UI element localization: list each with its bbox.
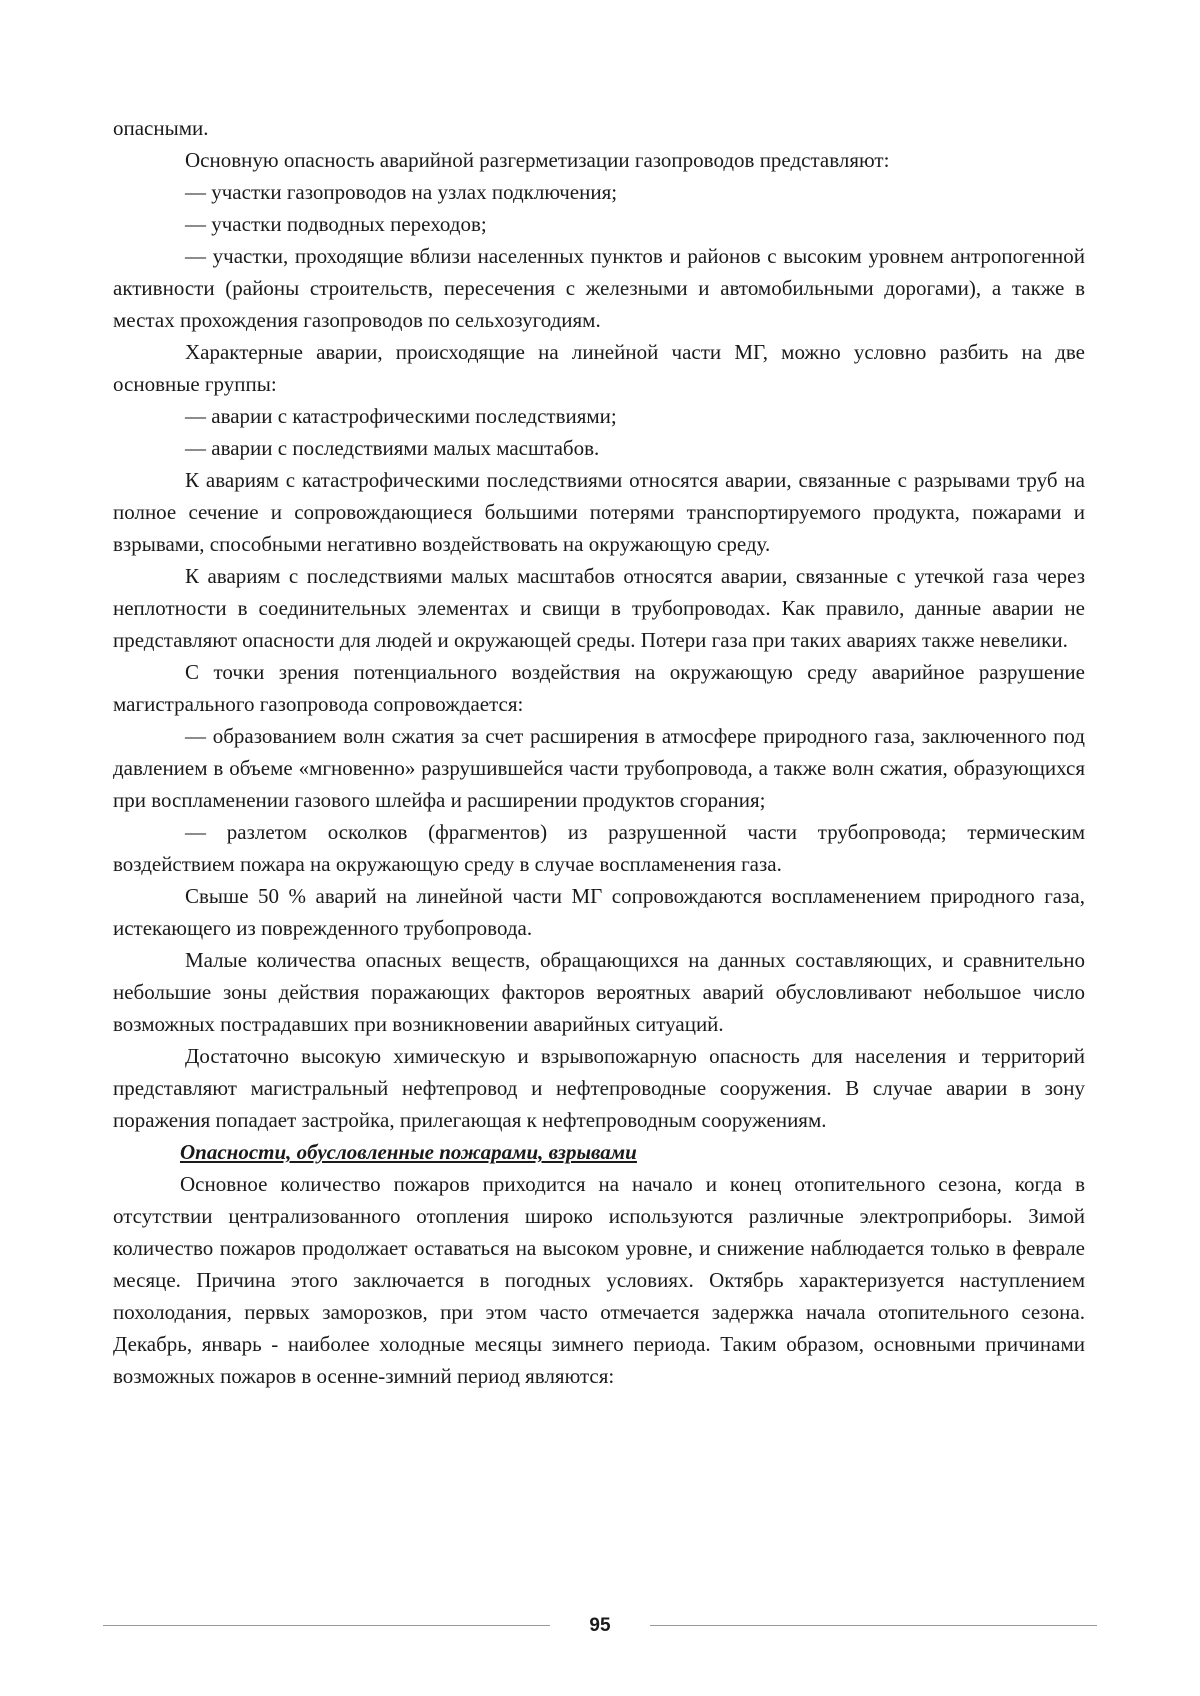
- paragraph: К авариям с последствиями малых масштабов относятся аварии, связанные с утечкой газа через неплотности в соединительных элементах и свищи в трубопроводах. Как правило, данные аварии не представляют опасности для людей и окружающей среды. Потери газа при таких авариях также невелики.: [113, 564, 1085, 652]
- footer-divider-right: [650, 1625, 1097, 1626]
- list-item: — разлетом осколков (фрагментов) из разрушенной части трубопровода; термическим воздействием пожара на окружающую среду в случае воспламенения газа.: [113, 820, 1085, 876]
- list-item: — образованием волн сжатия за счет расширения в атмосфере природного газа, заключенного под давлением в объеме «мгновенно» разрушившейся части трубопровода, а также волн сжатия, образующихся при воспламенении газового шлейфа и расширении продуктов сгорания;: [113, 724, 1085, 812]
- paragraph: Характерные аварии, происходящие на линейной части МГ, можно условно разбить на две основные группы:: [113, 340, 1085, 396]
- paragraph: К авариям с катастрофическими последствиями относятся аварии, связанные с разрывами труб на полное сечение и сопровождающиеся большими потерями транспортируемого продукта, пожарами и взрывами, способными негативно воздействовать на окружающую среду.: [113, 468, 1085, 556]
- list-item: — участки, проходящие вблизи населенных пунктов и районов с высоким уровнем антропогенной активности (районы строительств, пересечения с железными и автомобильными дорогами), а также в местах прохождения газопроводов по сельхозугодиям.: [113, 244, 1085, 332]
- list-item: — участки подводных переходов;: [185, 212, 487, 236]
- page-body-text: [113, 112, 1085, 1392]
- list-item: — аварии с последствиями малых масштабов.: [185, 436, 600, 460]
- paragraph: Свыше 50 % аварий на линейной части МГ сопровождаются воспламенением природного газа, истекающего из поврежденного трубопровода.: [113, 884, 1085, 940]
- paragraph: опасными.: [113, 116, 209, 140]
- paragraph: Малые количества опасных веществ, обращающихся на данных составляющих, и сравнительно небольшие зоны действия поражающих факторов вероятных аварий обусловливают небольшое число возможных пострадавших при возникновении аварийных ситуаций.: [113, 948, 1085, 1036]
- page-number: 95: [589, 1615, 611, 1636]
- paragraph: Основное количество пожаров приходится на начало и конец отопительного сезона, когда в отсутствии централизованного отопления широко используются различные электроприборы. Зимой количество пожаров продолжает оставаться на высоком уровне, и снижение наблюдается только в феврале месяце. Причина этого заключается в погодных условиях. Октябрь характеризуется наступлением похолодания, первых заморозков, при этом часто отмечается задержка начала отопительного сезона. Декабрь, январь - наиболее холодные месяцы зимнего периода. Таким образом, основными причинами возможных пожаров в осенне-зимний период являются:: [113, 1172, 1085, 1388]
- list-item: — участки газопроводов на узлах подключения;: [185, 180, 618, 204]
- paragraph: Достаточно высокую химическую и взрывопожарную опасность для населения и территорий представляют магистральный нефтепровод и нефтепроводные сооружения. В случае аварии в зону поражения попадает застройка, прилегающая к нефтепроводным сооружениям.: [113, 1044, 1085, 1132]
- paragraph: С точки зрения потенциального воздействия на окружающую среду аварийное разрушение магистрального газопровода сопровождается:: [113, 660, 1085, 716]
- list-item: — аварии с катастрофическими последствиями;: [185, 404, 617, 428]
- section-heading: [113, 1136, 1085, 1168]
- page-footer: [103, 1612, 1097, 1640]
- paragraph: Основную опасность аварийной разгерметизации газопроводов представляют:: [185, 148, 890, 172]
- section-heading-text: Опасности, обусловленные пожарами, взрывами: [180, 1140, 637, 1164]
